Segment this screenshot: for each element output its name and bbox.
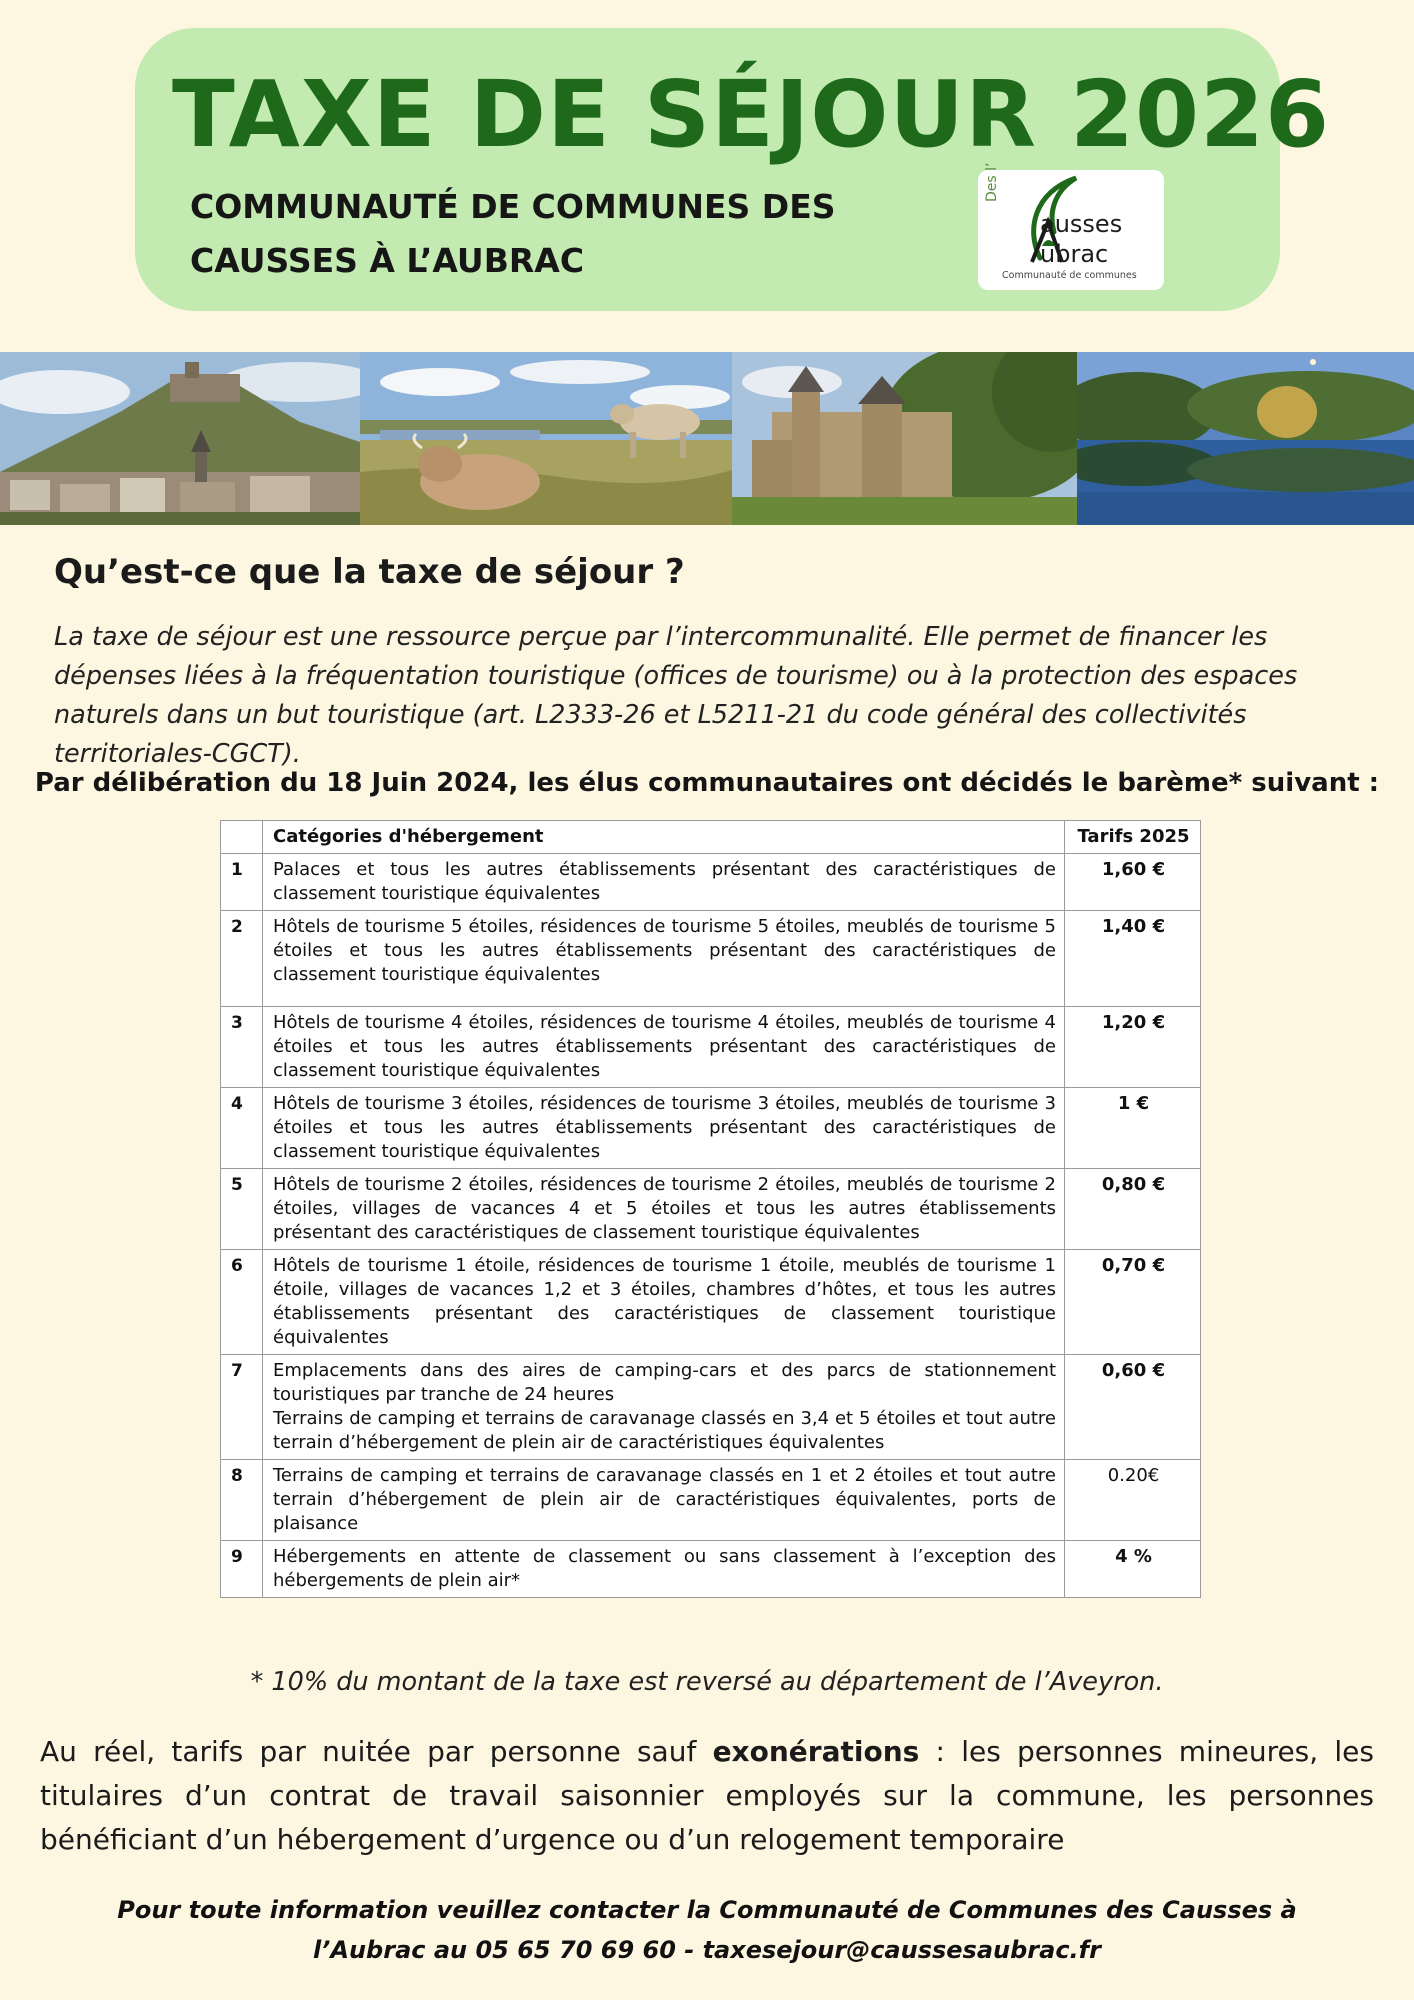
logo-line2: ubrac bbox=[1040, 240, 1109, 268]
row-category: Palaces et tous les autres établissements présentant des caractéristiques de classement touristique équivalentes bbox=[263, 854, 1065, 911]
row-rate: 0,60 € bbox=[1065, 1355, 1201, 1460]
row-category bbox=[263, 1355, 1065, 1460]
exoneration-paragraph bbox=[40, 1730, 1374, 1862]
exoneration-text-before: Au réel, tarifs par nuitée par personne sauf bbox=[40, 1735, 713, 1768]
organisation-name bbox=[190, 180, 960, 288]
contact-info bbox=[0, 1890, 1414, 1970]
rates-table bbox=[220, 820, 1201, 1598]
row-category: Terrains de camping et terrains de caravanage classés en 1 et 2 étoiles et tout autre terrain d’hébergement de plein air de caractéristiques équivalentes, ports de plaisance bbox=[263, 1460, 1065, 1541]
contact-line1: Pour toute information veuillez contacter la Communauté de Communes des Causses à bbox=[117, 1896, 1297, 1924]
chateau-photo bbox=[732, 352, 1077, 525]
organisation-name-line2: CAUSSES À L’AUBRAC bbox=[190, 241, 585, 280]
row-category-part2: Terrains de camping et terrains de caravanage classés en 3,4 et 5 étoiles et tout autre terrain d’hébergement de plein air de caractéristiques équivalentes bbox=[273, 1408, 1056, 1453]
row-rate: 1 € bbox=[1065, 1088, 1201, 1169]
table-row bbox=[221, 1460, 1201, 1541]
table-row bbox=[221, 1250, 1201, 1355]
table-row bbox=[221, 1169, 1201, 1250]
lake-photo bbox=[1077, 352, 1414, 525]
row-number: 7 bbox=[221, 1355, 263, 1460]
page-title: TAXE DE SÉJOUR 2026 bbox=[172, 61, 1331, 168]
row-rate: 0.20€ bbox=[1065, 1460, 1201, 1541]
table-row bbox=[221, 911, 1201, 1007]
row-category: Hôtels de tourisme 1 étoile, résidences de tourisme 1 étoile, meublés de tourisme 1 étoile, villages de vacances 1,2 et 3 étoiles, chambres d’hôtes, et tous les autres établissements présentant des caractéristiques de classement touristique équivalentes bbox=[263, 1250, 1065, 1355]
row-rate: 0,70 € bbox=[1065, 1250, 1201, 1355]
intro-paragraph: La taxe de séjour est une ressource perçue par l’intercommunalité. Elle permet de financer les dépenses liées à la fréquentation touristique (offices de tourisme) ou à la protection des espaces naturels dans un but touristique (art. L2333-26 et L5211-21 du code général des collectivités territoriales-CGCT). bbox=[54, 622, 1298, 769]
table-row bbox=[221, 854, 1201, 911]
organisation-logo bbox=[978, 162, 1164, 290]
exoneration-text-after: : les personnes mineures, les titulaires d’un contrat de travail saisonnier employés sur la commune, les personnes bénéficiant d’un hébergement d’urgence ou d’un relogement temporaire bbox=[40, 1735, 1375, 1856]
logo-side-text: Des l’ bbox=[984, 162, 1000, 202]
row-number: 2 bbox=[221, 911, 263, 1007]
organisation-name-line1: COMMUNAUTÉ DE COMMUNES DES bbox=[190, 187, 836, 226]
row-category: Hôtels de tourisme 3 étoiles, résidences de tourisme 3 étoiles, meublés de tourisme 3 étoiles et tous les autres établissements présentant des caractéristiques de classement touristique équivalentes bbox=[263, 1088, 1065, 1169]
row-category: Hôtels de tourisme 2 étoiles, résidences de tourisme 2 étoiles, meublés de tourisme 2 étoiles, villages de vacances 4 et 5 étoiles et tous les autres établissements présentant des caractéristiques de classement touristique équivalentes bbox=[263, 1169, 1065, 1250]
row-number: 1 bbox=[221, 854, 263, 911]
row-number: 3 bbox=[221, 1007, 263, 1088]
table-row bbox=[221, 1007, 1201, 1088]
deliberation-text: Par délibération du 18 Juin 2024, les élus communautaires ont décidés le barème* suivant : bbox=[34, 768, 1380, 798]
header-rate-cell: Tarifs 2025 bbox=[1065, 821, 1201, 854]
row-rate: 1,20 € bbox=[1065, 1007, 1201, 1088]
header-num-cell bbox=[221, 821, 263, 854]
row-number: 9 bbox=[221, 1541, 263, 1598]
footnote: * 10% du montant de la taxe est reversé au département de l’Aveyron. bbox=[250, 1667, 1164, 1697]
row-category: Hôtels de tourisme 5 étoiles, résidences de tourisme 5 étoiles, meublés de tourisme 5 étoiles et tous les autres établissements présentant des caractéristiques de classement touristique équivalentes bbox=[263, 911, 1065, 1007]
row-number: 8 bbox=[221, 1460, 263, 1541]
row-number: 5 bbox=[221, 1169, 263, 1250]
row-category: Hébergements en attente de classement ou sans classement à l’exception des hébergements de plein air* bbox=[263, 1541, 1065, 1598]
contact-line2: l’Aubrac au 05 65 70 69 60 - taxesejour@caussesaubrac.fr bbox=[313, 1936, 1101, 1964]
hilltop-village-photo bbox=[0, 352, 360, 525]
table-row bbox=[221, 1541, 1201, 1598]
section-heading: Qu’est-ce que la taxe de séjour ? bbox=[54, 552, 685, 592]
table-row bbox=[221, 1088, 1201, 1169]
row-number: 4 bbox=[221, 1088, 263, 1169]
table-row bbox=[221, 1355, 1201, 1460]
row-rate: 1,60 € bbox=[1065, 854, 1201, 911]
row-rate: 1,40 € bbox=[1065, 911, 1201, 1007]
table-header-row bbox=[221, 821, 1201, 854]
photo-strip bbox=[0, 352, 1414, 525]
row-category: Hôtels de tourisme 4 étoiles, résidences de tourisme 4 étoiles, meublés de tourisme 4 étoiles et tous les autres établissements présentant des caractéristiques de classement touristique équivalentes bbox=[263, 1007, 1065, 1088]
header-category-cell: Catégories d'hébergement bbox=[263, 821, 1065, 854]
row-category-part1: Emplacements dans des aires de camping-cars et des parcs de stationnement touristiques par tranche de 24 heures bbox=[273, 1360, 1056, 1405]
logo-caption: Communauté de communes bbox=[1002, 270, 1137, 281]
row-number: 6 bbox=[221, 1250, 263, 1355]
exoneration-keyword: exonérations bbox=[712, 1735, 920, 1768]
row-rate: 0,80 € bbox=[1065, 1169, 1201, 1250]
aubrac-cattle-photo bbox=[360, 352, 732, 525]
logo-line1: ausses bbox=[1040, 210, 1123, 238]
row-rate: 4 % bbox=[1065, 1541, 1201, 1598]
